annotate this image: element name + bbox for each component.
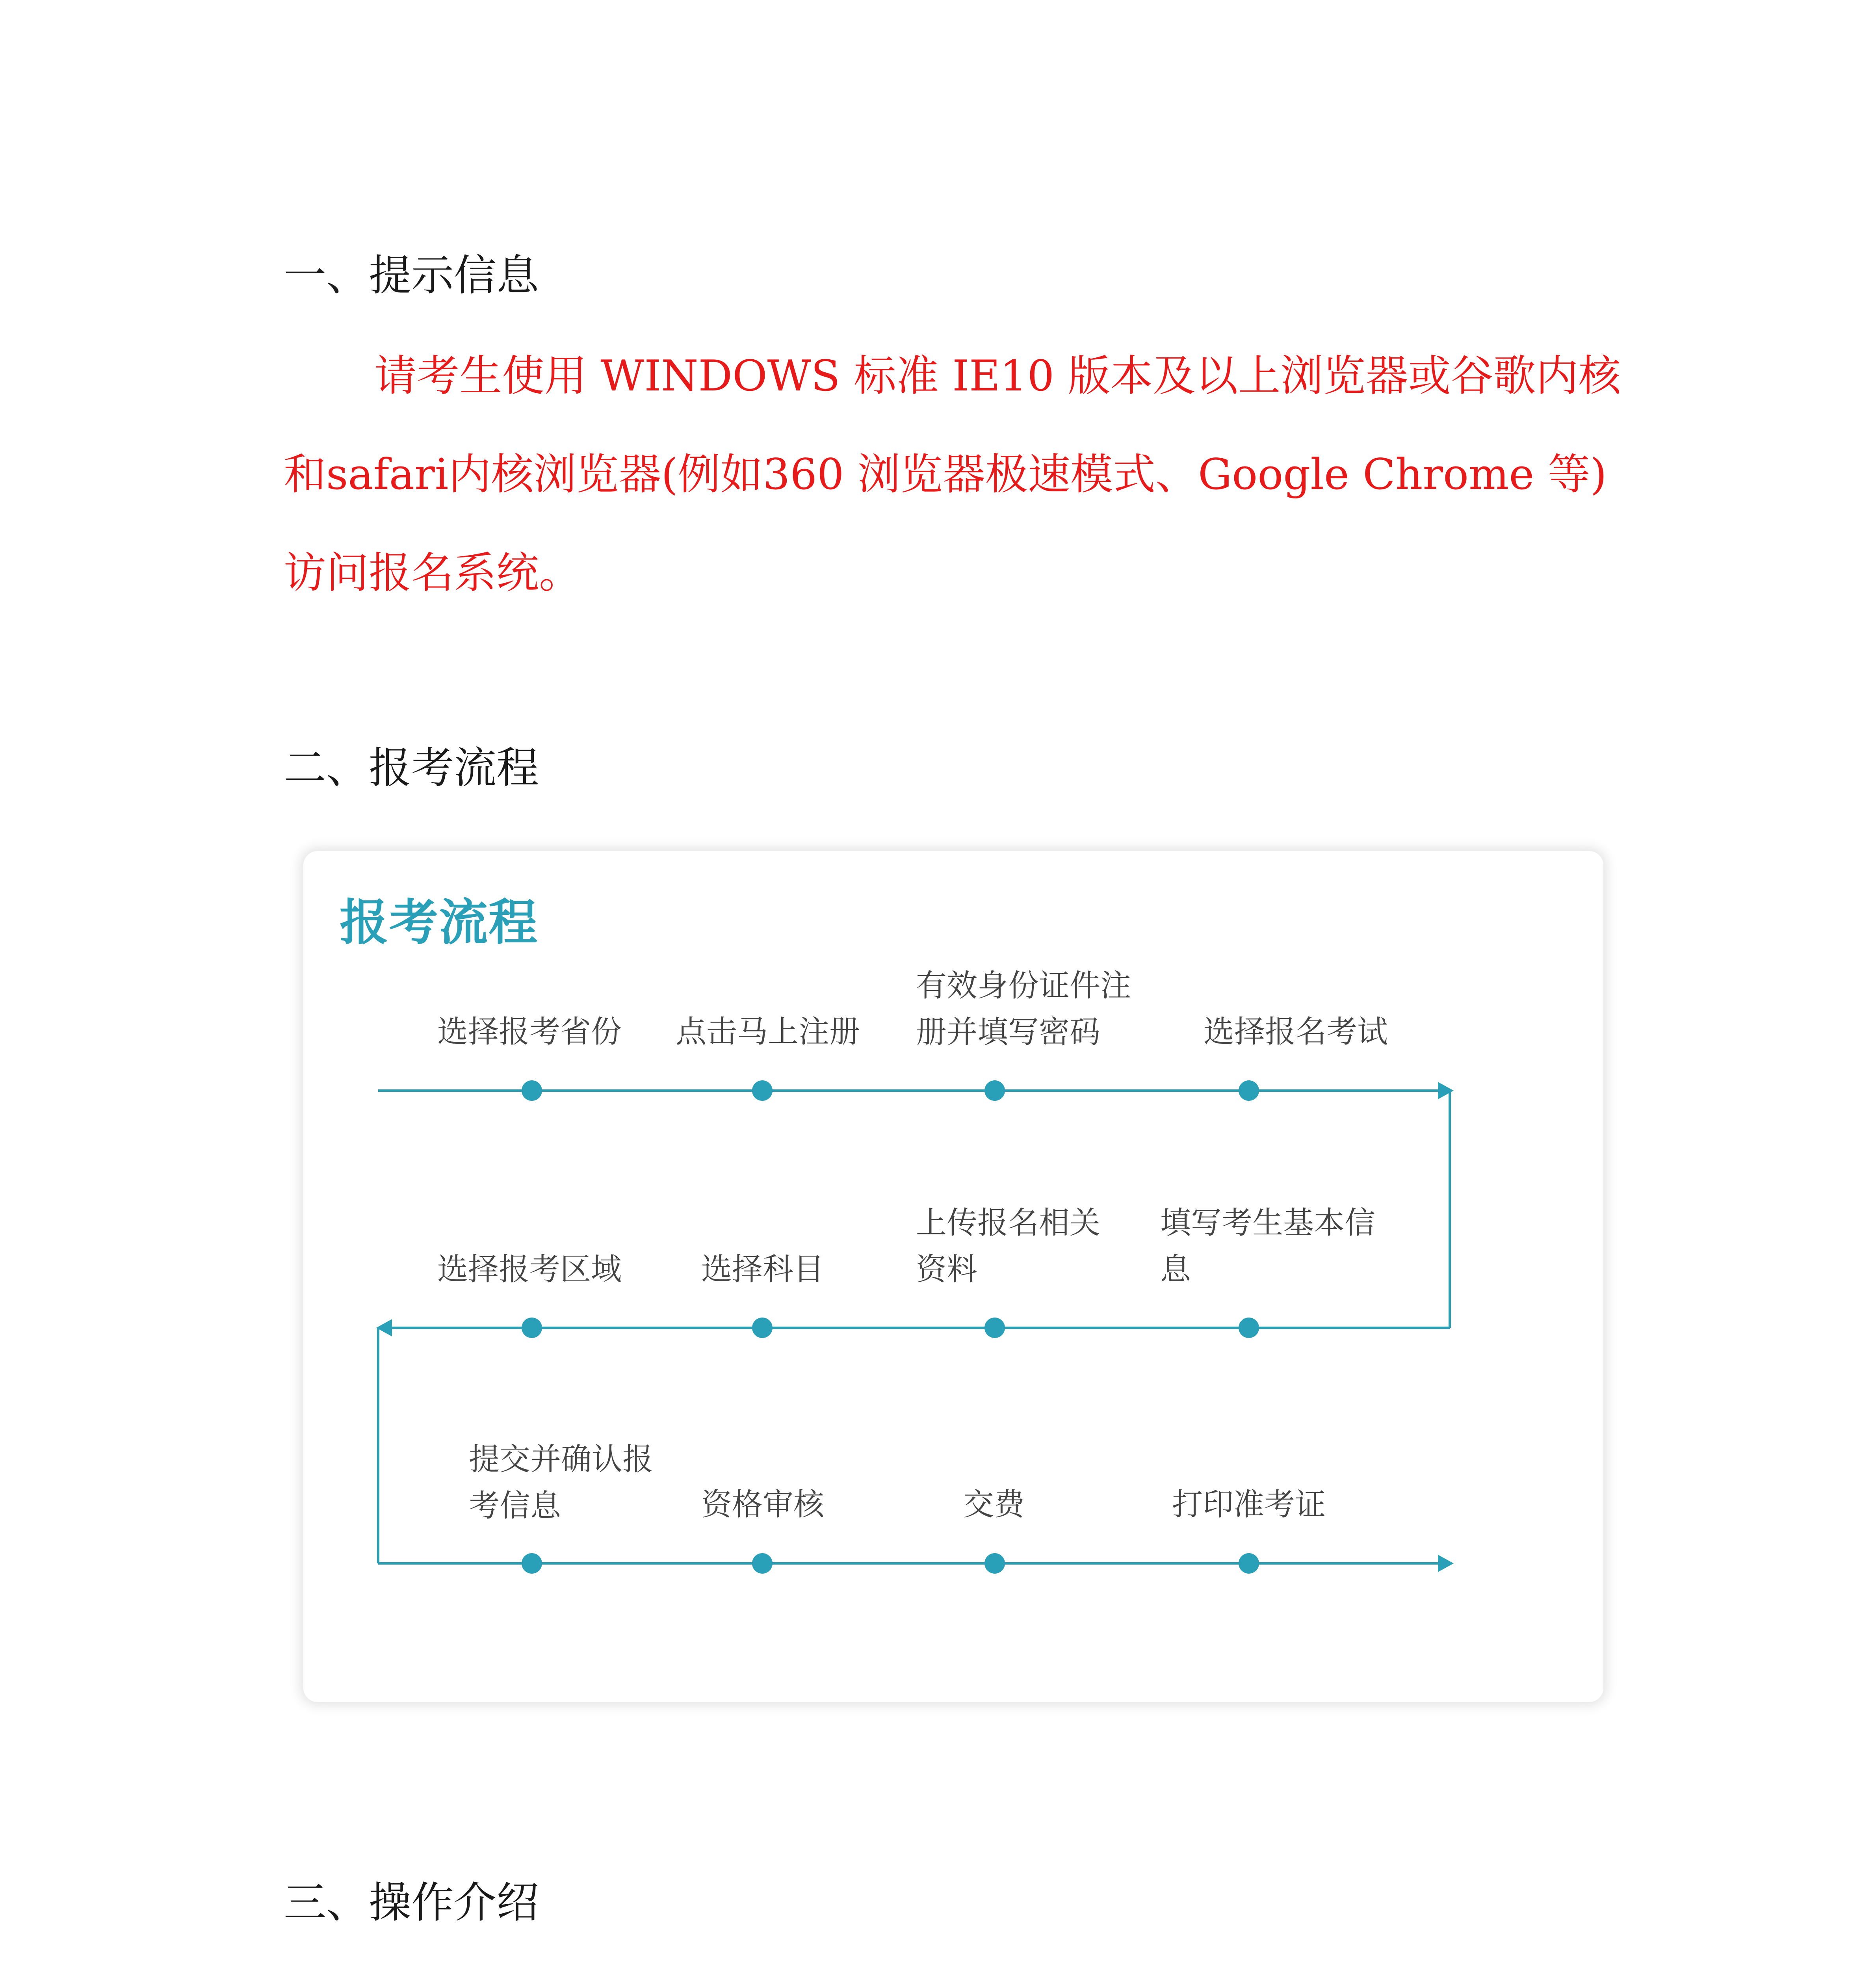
step-dot xyxy=(1239,1080,1259,1101)
tip-line: 请考生使用 WINDOWS 标准 IE10 版本及以上浏览器或谷歌内核 xyxy=(374,351,1621,401)
step-dot xyxy=(984,1080,1005,1101)
browser-tip-paragraph xyxy=(284,327,1621,623)
section-heading-operation: 三、操作介绍 xyxy=(284,1878,539,1927)
step-upload-materials: 上传报名相关 资料 xyxy=(916,1205,1101,1287)
step-dot xyxy=(1239,1553,1259,1574)
step-select-region: 选择报考区域 xyxy=(437,1252,622,1287)
tip-line: 和safari内核浏览器(例如360 浏览器极速模式、Google Chrome 等) xyxy=(284,450,1607,499)
intro-line xyxy=(284,1954,1599,1970)
step-dot xyxy=(984,1318,1005,1338)
arrow-right-icon xyxy=(1438,1555,1454,1572)
step-id-and-password: 有效身份证件注 册并填写密码 xyxy=(916,968,1131,1050)
section-heading-process: 二、报考流程 xyxy=(284,743,539,793)
step-dot xyxy=(752,1318,773,1338)
flow-card-title: 报考流程 xyxy=(340,894,539,951)
step-dot xyxy=(752,1080,773,1101)
step-submit-confirm: 提交并确认报 考信息 xyxy=(469,1442,654,1524)
step-print-admission: 打印准考证 xyxy=(1172,1487,1326,1522)
tip-line: 访问报名系统。 xyxy=(284,548,582,598)
intro-paragraph xyxy=(284,1954,1599,1970)
arrow-right-icon xyxy=(1438,1082,1454,1099)
step-dot xyxy=(522,1553,542,1574)
step-click-register: 点击马上注册 xyxy=(676,1014,860,1050)
section-heading-tips: 一、提示信息 xyxy=(284,251,539,300)
step-dot xyxy=(522,1318,542,1338)
step-select-exam: 选择报名考试 xyxy=(1204,1014,1388,1050)
step-qualification-review: 资格审核 xyxy=(701,1487,825,1522)
step-fill-basic-info: 填写考生基本信 息 xyxy=(1160,1205,1376,1287)
step-dot xyxy=(522,1080,542,1101)
step-dot xyxy=(1239,1318,1259,1338)
step-select-province: 选择报考省份 xyxy=(437,1014,622,1050)
step-payment: 交费 xyxy=(963,1487,1025,1522)
step-dot xyxy=(752,1553,773,1574)
process-flow-card xyxy=(303,851,1603,1702)
step-dot xyxy=(984,1553,1005,1574)
step-select-subject: 选择科目 xyxy=(701,1252,825,1287)
